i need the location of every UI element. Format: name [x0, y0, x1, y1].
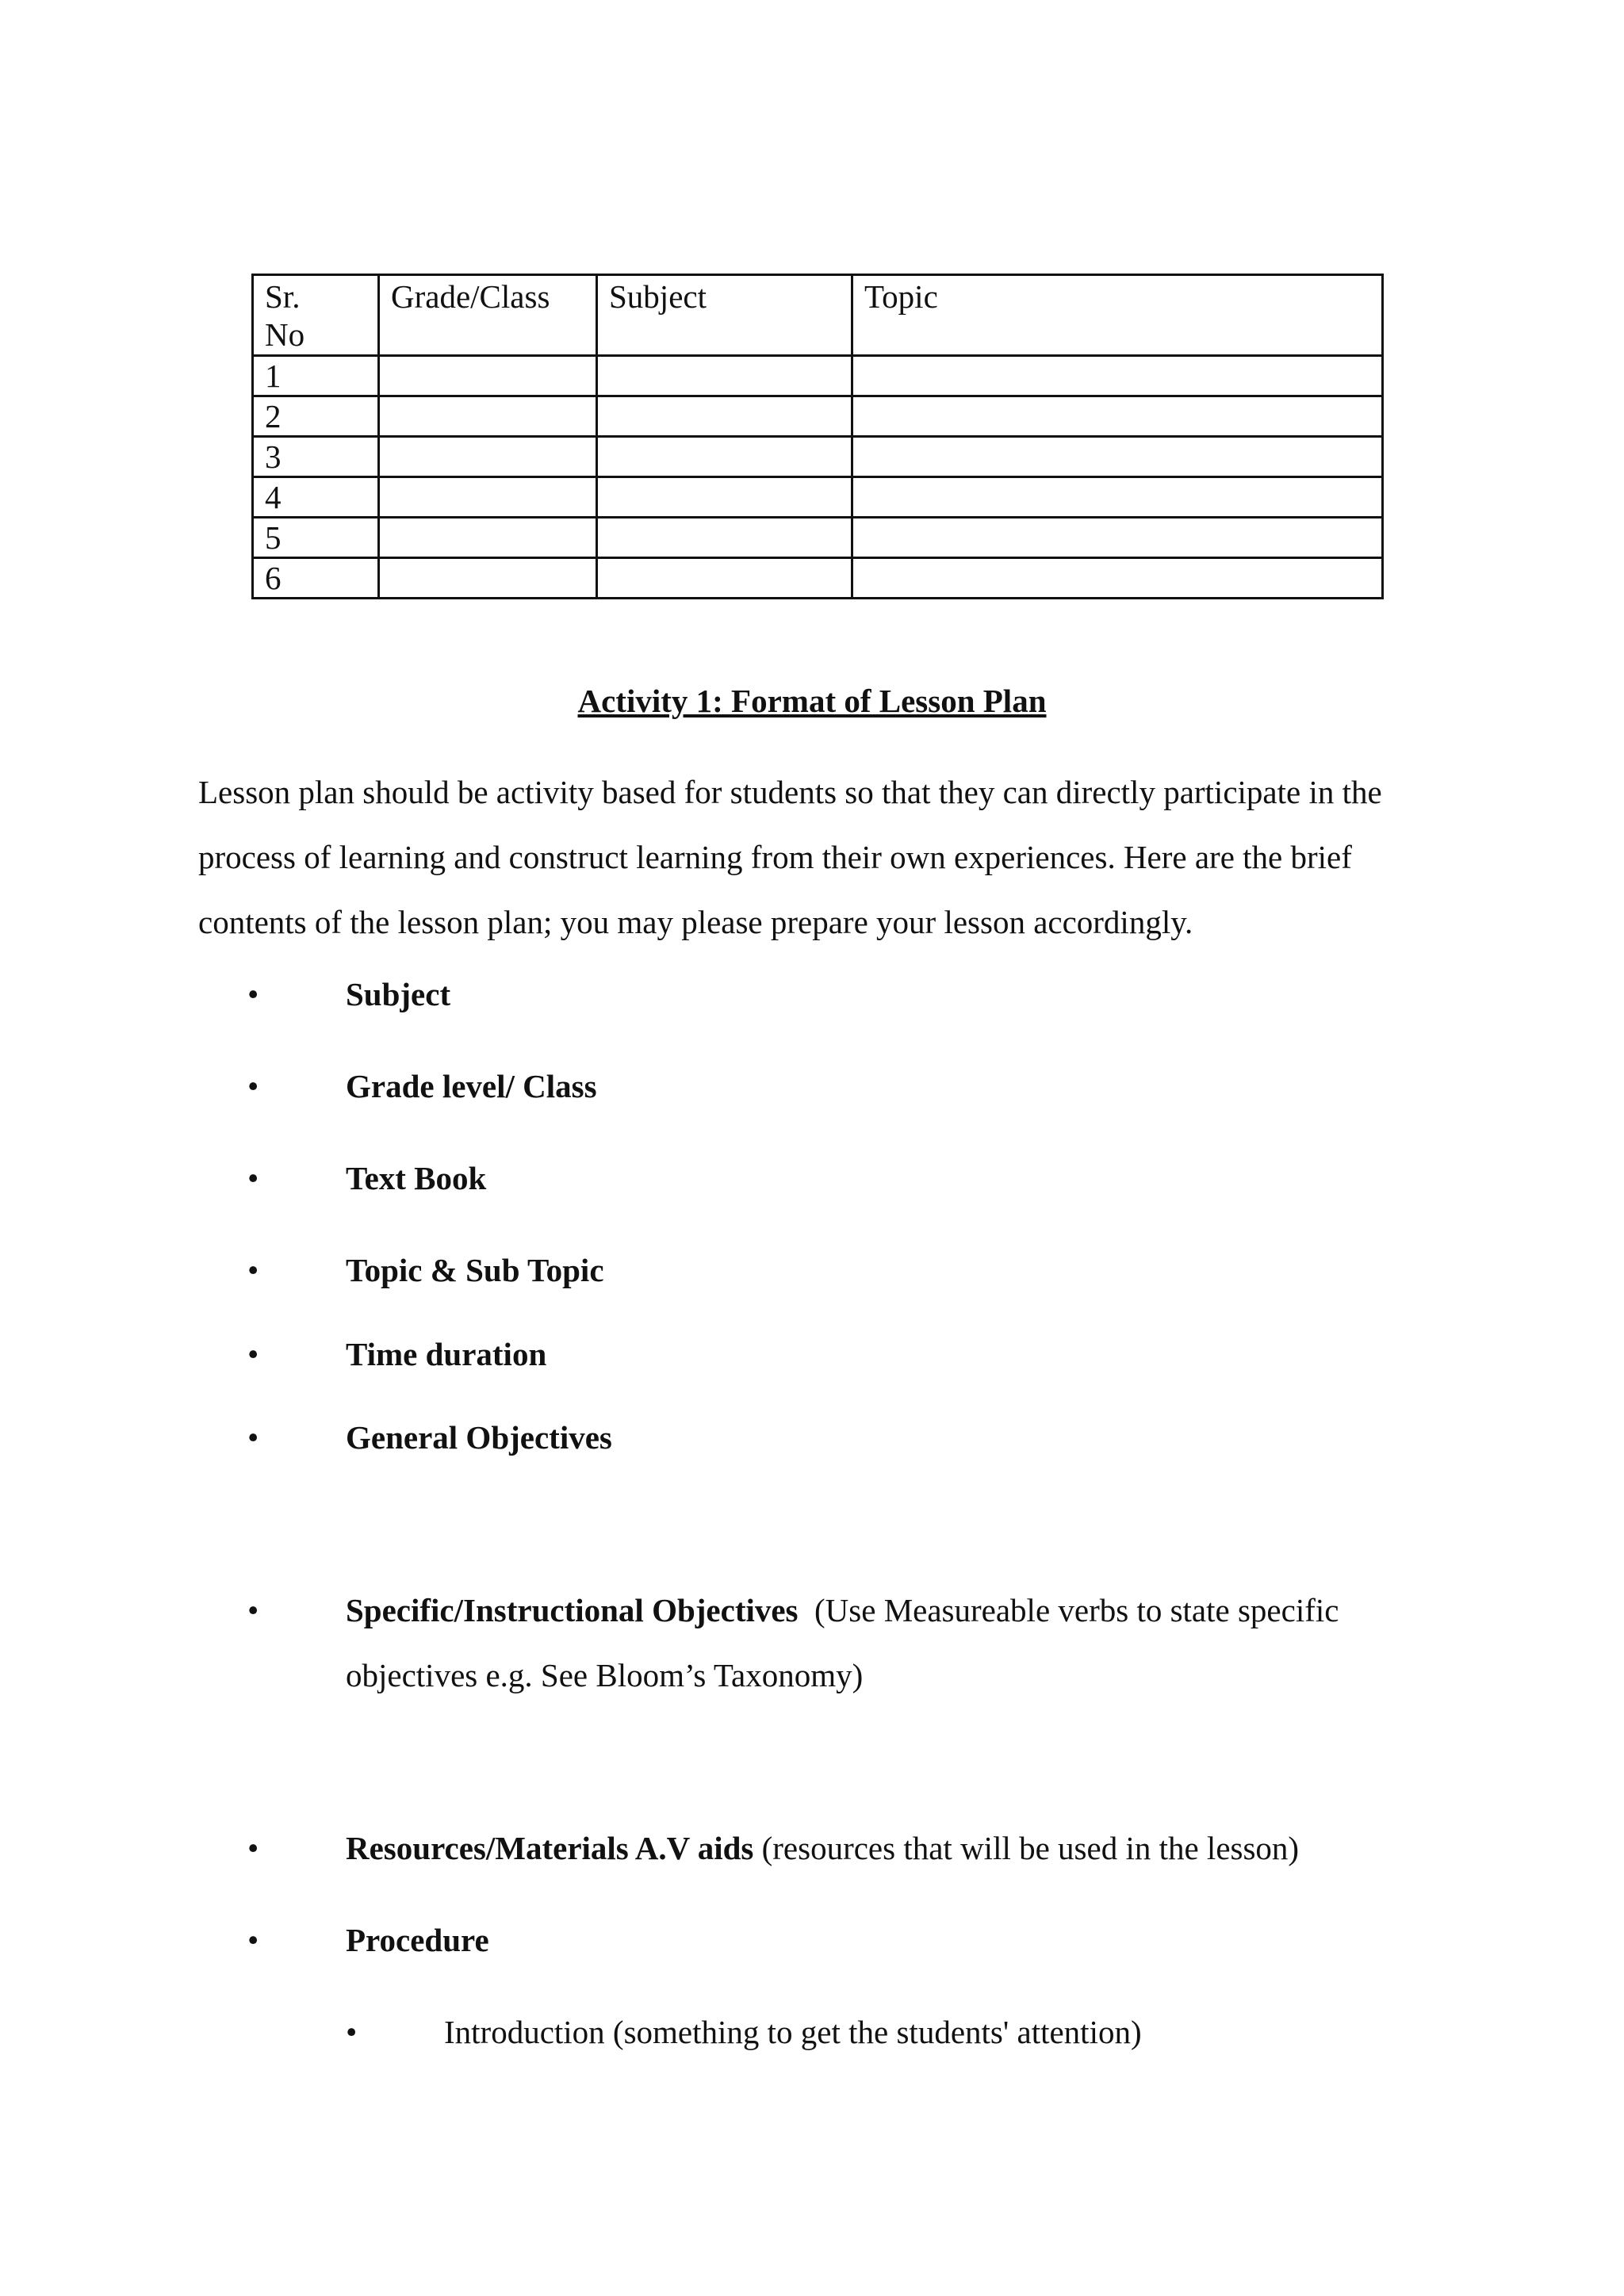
- bullet-icon: •: [346, 2014, 358, 2050]
- bullet-icon: •: [247, 1252, 259, 1288]
- subject-cell[interactable]: [597, 437, 852, 477]
- lesson-table: [251, 274, 1384, 599]
- row-number: 4: [253, 477, 379, 518]
- header-topic: Topic: [852, 275, 1383, 356]
- bullet-icon: •: [247, 1068, 259, 1104]
- table-header-row: [253, 275, 1383, 356]
- bullet-icon: •: [247, 1336, 259, 1372]
- row-number: 5: [253, 518, 379, 558]
- subject-cell[interactable]: [597, 356, 852, 396]
- item-label: Subject: [346, 976, 451, 1012]
- header-subject: Subject: [597, 275, 852, 356]
- item-label: Time duration: [346, 1336, 547, 1372]
- subject-cell[interactable]: [597, 396, 852, 437]
- bullet-icon: •: [247, 1830, 259, 1866]
- item-text: [346, 1578, 1339, 1643]
- topic-cell[interactable]: [852, 477, 1383, 518]
- row-number: 2: [253, 396, 379, 437]
- table-row: [253, 356, 1383, 396]
- grade-cell[interactable]: [379, 558, 597, 599]
- grade-cell[interactable]: [379, 477, 597, 518]
- header-grade-class: Grade/Class: [379, 275, 597, 356]
- item-note-cont: objectives e.g. See Bloom’s Taxonomy): [346, 1657, 864, 1693]
- grade-cell[interactable]: [379, 437, 597, 477]
- item-label: Introduction (something to get the students' attention): [444, 2014, 1142, 2050]
- item-label: Text Book: [346, 1160, 487, 1196]
- grade-cell[interactable]: [379, 356, 597, 396]
- table-row: [253, 437, 1383, 477]
- topic-cell[interactable]: [852, 518, 1383, 558]
- grade-cell[interactable]: [379, 518, 597, 558]
- topic-cell[interactable]: [852, 437, 1383, 477]
- header-no: No: [265, 316, 305, 353]
- table-row: [253, 396, 1383, 437]
- activity-title: Activity 1: Format of Lesson Plan: [577, 683, 1047, 719]
- header-sr-no: [253, 275, 379, 356]
- table-row: [253, 477, 1383, 518]
- topic-cell[interactable]: [852, 558, 1383, 599]
- item-label: Specific/Instructional Objectives: [346, 1592, 799, 1628]
- item-note: (resources that will be used in the lesson): [761, 1830, 1300, 1866]
- table-row: [253, 558, 1383, 599]
- item-label: Grade level/ Class: [346, 1068, 597, 1104]
- item-label: Procedure: [346, 1922, 489, 1958]
- table-row: [253, 518, 1383, 558]
- bullet-icon: •: [247, 1419, 259, 1456]
- subject-cell[interactable]: [597, 518, 852, 558]
- row-number: 1: [253, 356, 379, 396]
- item-label: General Objectives: [346, 1419, 612, 1456]
- topic-cell[interactable]: [852, 356, 1383, 396]
- intro-paragraph: Lesson plan should be activity based for students so that they can directly participate in the process of learning and construct learning from their own experiences. Here are the brief contents of the lesson plan; you may please prepare your lesson accordingly.: [198, 774, 1382, 940]
- grade-cell[interactable]: [379, 396, 597, 437]
- topic-cell[interactable]: [852, 396, 1383, 437]
- bullet-icon: •: [247, 1160, 259, 1196]
- item-text: [346, 1816, 1299, 1881]
- subject-cell[interactable]: [597, 477, 852, 518]
- row-number: 6: [253, 558, 379, 599]
- header-sr: Sr.: [265, 278, 301, 315]
- item-note: (Use Measureable verbs to state specific: [814, 1592, 1339, 1628]
- item-label: Resources/Materials A.V aids: [346, 1830, 754, 1866]
- subject-cell[interactable]: [597, 558, 852, 599]
- bullet-icon: •: [247, 1592, 259, 1628]
- item-label: Topic & Sub Topic: [346, 1252, 604, 1288]
- bullet-icon: •: [247, 1922, 259, 1958]
- row-number: 3: [253, 437, 379, 477]
- bullet-icon: •: [247, 976, 259, 1012]
